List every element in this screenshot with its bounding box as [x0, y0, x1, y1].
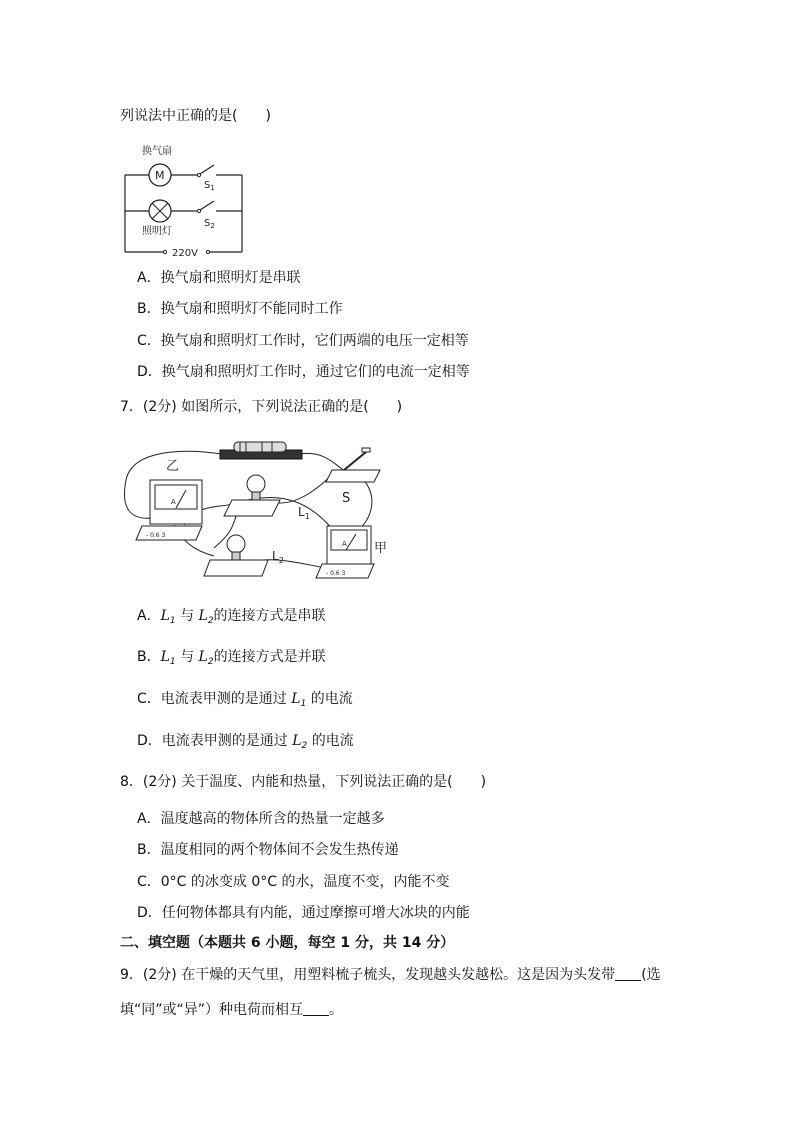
svg-text:L2: $L_2$ — [272, 549, 284, 565]
q7-circuit-figure — [122, 440, 392, 585]
svg-text:L1: $L_1$ — [298, 505, 310, 521]
section-2-title: 二、填空题（本题共 6 小题，每空 1 分，共 14 分） — [120, 935, 455, 951]
switch-s-base — [326, 470, 380, 482]
q9-blank-1 — [615, 966, 641, 981]
q6-option-c: C．换气扇和照明灯工作时，它们两端的电压一定相等 — [137, 333, 469, 349]
q8-option-b: B．温度相同的两个物体间不会发生热传递 — [137, 842, 399, 858]
svg-text:- 0.6 3: - 0.6 3 — [326, 570, 346, 577]
switch-s-label: S — [342, 491, 351, 506]
fan-label: 换气扇 — [142, 146, 172, 157]
lamp-l1-bulb — [247, 475, 265, 493]
q9-blank-2 — [303, 1001, 329, 1016]
q7-stem: 7．(2分) 如图所示，下列说法正确的是( ) — [120, 399, 403, 415]
voltage-label: 220V — [172, 248, 198, 259]
svg-text:A: A — [171, 498, 176, 506]
q8-option-a: A．温度越高的物体所含的热量一定越多 — [137, 811, 385, 827]
q7-option-c: C．电流表甲测的是通过 $L_1$ 的电流 — [137, 691, 353, 709]
q6-circuit-figure — [118, 138, 253, 260]
q9-line-1: 9．(2分) 在干燥的天气里，用塑料梳子梳头，发现越头发越松。这是因为头发带 (选 — [120, 967, 661, 983]
lamp-label: 照明灯 — [142, 226, 172, 237]
q6-option-a: A．换气扇和照明灯是串联 — [137, 270, 301, 286]
motor-letter: M — [155, 169, 165, 182]
lamp-l1-base — [224, 500, 280, 516]
q8-stem: 8．(2分) 关于温度、内能和热量，下列说法正确的是( ) — [120, 774, 487, 790]
svg-text:S1: $S_1$ — [204, 180, 215, 192]
q7-option-b: B．$L_1$ 与 $L_2$的连接方式是并联 — [137, 649, 326, 667]
q7-option-a: A．$L_1$ 与 $L_2$的连接方式是串联 — [137, 608, 326, 626]
meter-yi-label: 乙 — [166, 459, 180, 474]
lamp-l2-bulb — [227, 535, 245, 553]
q9-line-2: 填“同”或“异”）种电荷而相互 。 — [120, 1002, 344, 1018]
svg-text:A: A — [342, 540, 347, 548]
q6-option-d: D．换气扇和照明灯工作时，通过它们的电流一定相等 — [137, 364, 470, 380]
switch-s1 — [200, 165, 214, 174]
q7-option-d: D．电流表甲测的是通过 $L_2$ 的电流 — [137, 733, 354, 751]
q8-option-c: C．0°C 的冰变成 0°C 的水，温度不变，内能不变 — [137, 874, 450, 890]
svg-text:S2: $S_2$ — [204, 218, 215, 230]
svg-text:- 0.6 3: - 0.6 3 — [146, 532, 166, 539]
lamp-l2-base — [204, 560, 268, 576]
switch-s2 — [200, 201, 214, 210]
q6-option-b: B．换气扇和照明灯不能同时工作 — [137, 301, 343, 317]
q6-stem-tail: 列说法中正确的是( ) — [120, 108, 271, 124]
q8-option-d: D．任何物体都具有内能，通过摩擦可增大冰块的内能 — [137, 905, 470, 921]
meter-jia-label: 甲 — [374, 541, 388, 556]
